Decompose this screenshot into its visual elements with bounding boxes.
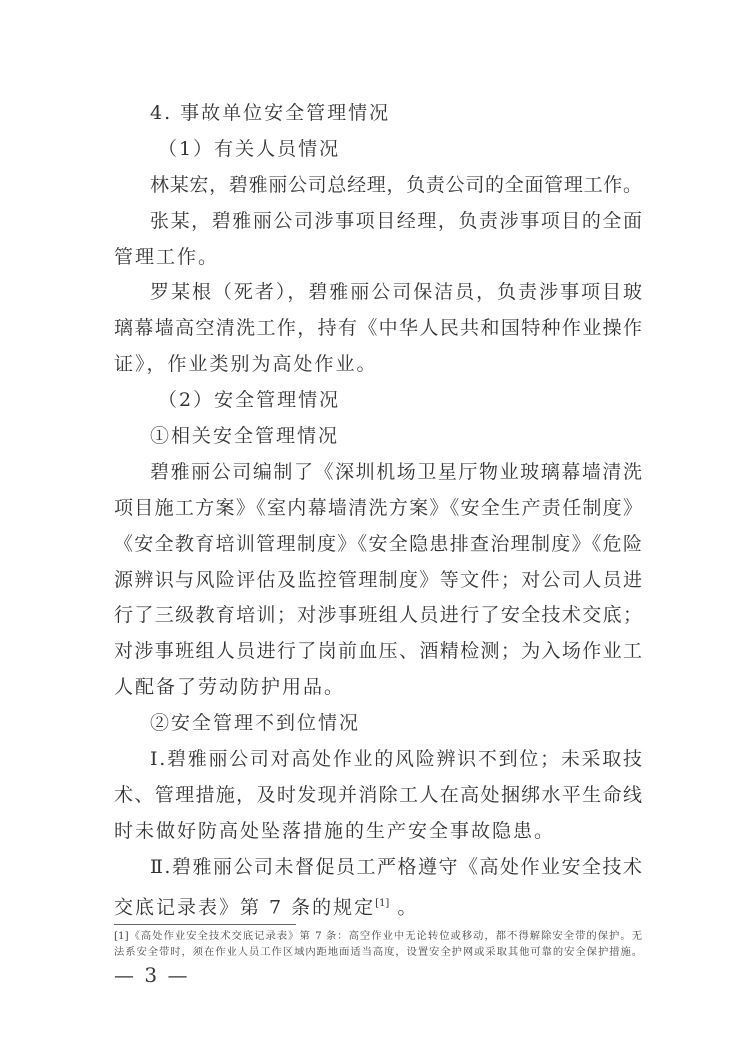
text-line: 人配备了劳动防护用品。 bbox=[114, 676, 346, 699]
last-line-end: 。 bbox=[389, 895, 419, 918]
text-line: 时未做好防高处坠落措施的生产安全事故隐患。 bbox=[114, 819, 556, 842]
text-line: 管理工作。 bbox=[114, 245, 220, 268]
text-line: 证》，作业类别为高处作业。 bbox=[114, 353, 378, 376]
text-line: Ⅱ.碧雅丽公司未督促员工严格遵守《高处作业安全技术 bbox=[150, 855, 642, 878]
text-line: 罗某根（死者），碧雅丽公司保洁员，负责涉事项目玻 bbox=[150, 281, 642, 304]
text-line: （1）有关人员情况 bbox=[158, 137, 341, 160]
text-line: 源辨识与风险评估及监控管理制度》等文件；对公司人员进 bbox=[114, 568, 642, 591]
text-line: 术、管理措施，及时发现并消除工人在高处捆绑水平生命线 bbox=[114, 783, 642, 806]
text-line: （2）安全管理情况 bbox=[158, 389, 341, 412]
text-line: Ⅰ.碧雅丽公司对高处作业的风险辨识不到位；未采取技 bbox=[150, 748, 642, 771]
text-line: 对涉事班组人员进行了岗前血压、酒精检测；为入场作业工 bbox=[114, 640, 642, 663]
text-line: ①相关安全管理情况 bbox=[150, 425, 340, 448]
text-line: 林某宏，碧雅丽公司总经理，负责公司的全面管理工作。 bbox=[150, 173, 642, 196]
text-line: ②安全管理不到位情况 bbox=[150, 712, 361, 735]
footnote-line: [1]《高处作业安全技术交底记录表》第 7 条：高空作业中无论转位或移动，都不得解除安全带的保护。无 bbox=[114, 930, 642, 942]
text-line: 《安全教育培训管理制度》《安全隐患排查治理制度》《危险 bbox=[114, 532, 642, 555]
footnote bbox=[114, 928, 642, 960]
text-line: 项目施工方案》《室内幕墙清洗方案》《安全生产责任制度》 bbox=[114, 496, 642, 519]
document-body bbox=[114, 96, 642, 921]
text-line: 碧雅丽公司编制了《深圳机场卫星厅物业玻璃幕墙清洗 bbox=[150, 460, 642, 483]
last-line-text: 交底记录表》第 7 条的规定 bbox=[114, 895, 376, 918]
text-line: 张某，碧雅丽公司涉事项目经理，负责涉事项目的全面 bbox=[150, 209, 642, 232]
footnote-line: 法系安全带时，须在作业人员工作区域内距地面适当高度，设置安全护网或采取其他可靠的安全保护措施。 bbox=[114, 946, 642, 958]
text-line: 4. 事故单位安全管理情况 bbox=[150, 102, 391, 124]
text-line: 行了三级教育培训；对涉事班组人员进行了安全技术交底； bbox=[114, 604, 642, 627]
text-line-last bbox=[114, 886, 642, 922]
paragraph-lines bbox=[114, 96, 642, 886]
text-line: 璃幕墙高空清洗工作，持有《中华人民共和国特种作业操作 bbox=[114, 317, 642, 340]
footnote-reference[interactable]: [1] bbox=[375, 897, 390, 909]
page-number: — 3 — bbox=[114, 963, 190, 987]
footnote-divider bbox=[114, 924, 296, 925]
